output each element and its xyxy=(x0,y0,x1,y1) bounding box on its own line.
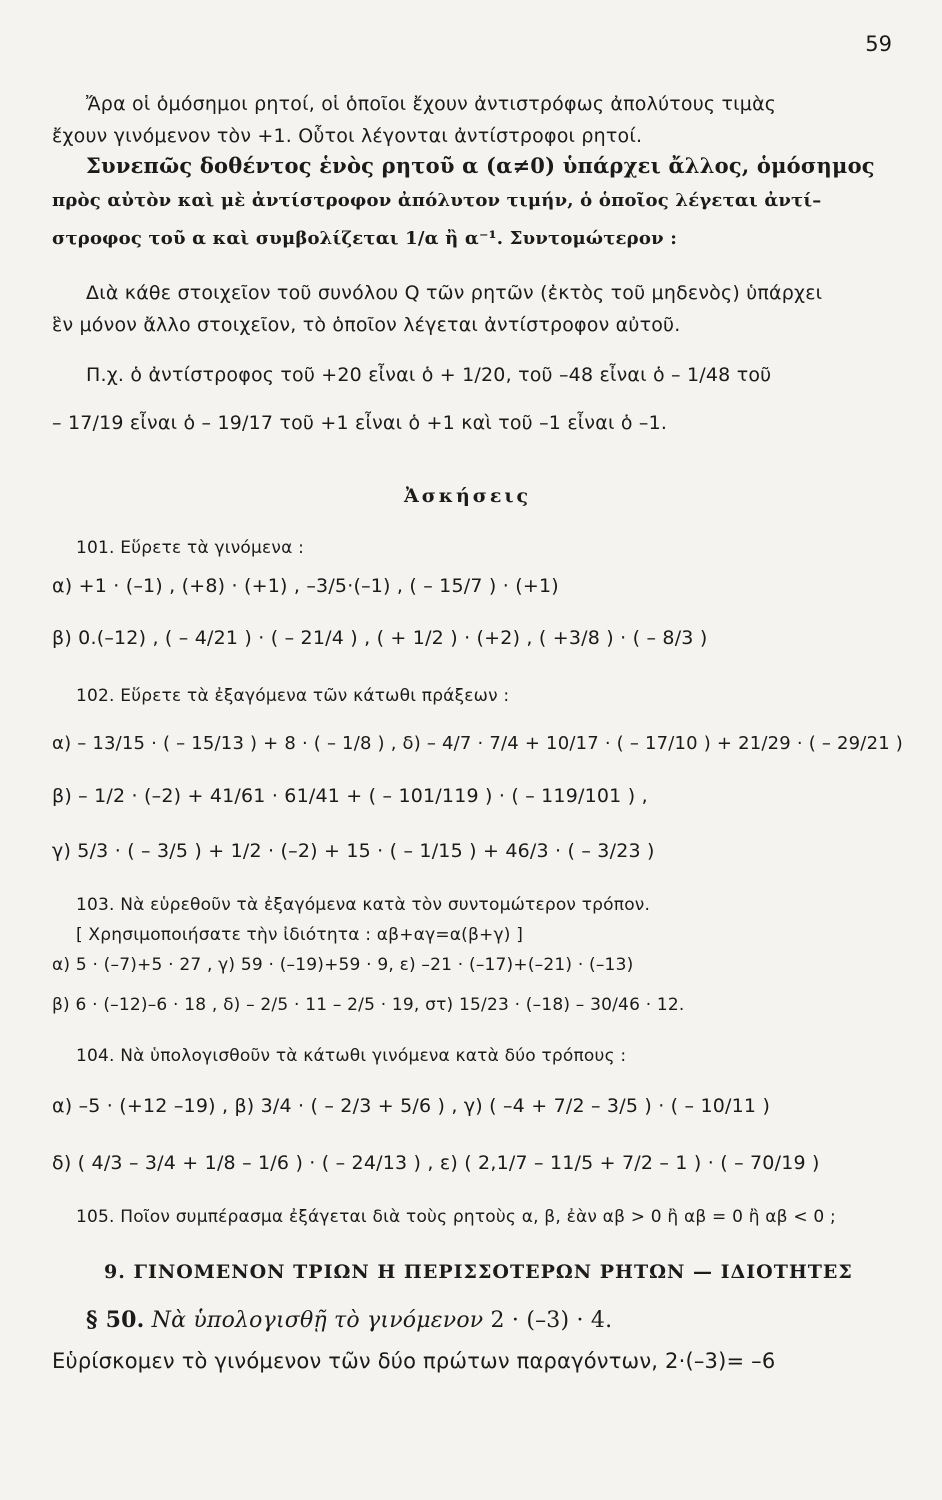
exercise-102-b: β) – 1/2 · (–2) + 41/61 · 61/41 + ( – 101/119 ) · ( – 119/101 ) , xyxy=(52,785,648,807)
exercise-105: 105. Ποῖον συμπέρασμα ἐξάγεται διὰ τοὺς ρητοὺς α, β, ἐὰν αβ > 0 ἢ αβ = 0 ἢ αβ < 0 ; xyxy=(76,1207,836,1227)
exercise-104-a: α) –5 · (+12 –19) , β) 3/4 · ( – 2/3 + 5/6 ) , γ) ( –4 + 7/2 – 3/5 ) · ( – 10/11 ) xyxy=(52,1095,771,1117)
section-title: 9. ΓΙΝΟΜΕΝΟΝ ΤΡΙΩΝ Η ΠΕΡΙΣΣΟΤΕΡΩΝ ΡΗΤΩΝ — ΙΔΙΟΤΗΤΕΣ xyxy=(104,1261,853,1283)
exercise-104-d: δ) ( 4/3 – 3/4 + 1/8 – 1/6 ) · ( – 24/13 ) , ε) ( 2,1/7 – 11/5 + 7/2 – 1 ) · ( – 70/19 ) xyxy=(52,1152,820,1174)
example-line2: – 17/19 εἶναι ὁ – 19/17 τοῦ +1 εἶναι ὁ +1 καὶ τοῦ –1 εἶναι ὁ –1. xyxy=(52,412,668,434)
exercises-heading: Ἀσκήσεις xyxy=(404,485,532,507)
exercise-103: 103. Νὰ εὑρεθοῦν τὰ ἐξαγόμενα κατὰ τὸν συντομώτερον τρόπον. xyxy=(76,895,651,915)
example-line1: Π.χ. ὁ ἀντίστροφος τοῦ +20 εἶναι ὁ + 1/20, τοῦ –48 εἶναι ὁ – 1/48 τοῦ xyxy=(86,364,772,386)
exercise-102-g: γ) 5/3 · ( – 3/5 ) + 1/2 · (–2) + 15 · ( – 1/15 ) + 46/3 · ( – 3/23 ) xyxy=(52,840,655,862)
last-line: Εὑρίσκομεν τὸ γινόμενον τῶν δύο πρώτων παραγόντων, 2·(–3)= –6 xyxy=(52,1349,776,1373)
exercise-104: 104. Νὰ ὑπολογισθοῦν τὰ κάτωθι γινόμενα κατὰ δύο τρόπους : xyxy=(76,1046,627,1066)
exercise-101-b: β) 0.(–12) , ( – 4/21 ) · ( – 21/4 ) , ( + 1/2 ) · (+2) , ( +3/8 ) · ( – 8/3 ) xyxy=(52,627,708,649)
exercise-101: 101. Εὕρετε τὰ γινόμενα : xyxy=(76,538,305,558)
section-50-line xyxy=(86,1307,612,1333)
exercise-103-b: β) 6 · (–12)–6 · 18 , δ) – 2/5 · 11 – 2/5 · 19, στ) 15/23 · (–18) – 30/46 · 12. xyxy=(52,995,685,1015)
definition-line1: Συνεπῶς δοθέντος ἑνὸς ρητοῦ α (α≠0) ὑπάρχει ἄλλος, ὁμόσημος xyxy=(86,153,875,178)
exercise-102-a: α) – 13/15 · ( – 15/13 ) + 8 · ( – 1/8 ) , δ) – 4/7 · 7/4 + 10/17 · ( – 17/10 ) + 21/29 · ( – 29/21 ) xyxy=(52,733,904,754)
exercise-101-a: α) +1 · (–1) , (+8) · (+1) , –3/5·(–1) , ( – 15/7 ) · (+1) xyxy=(52,575,559,597)
paragraph2-line2: ἓν μόνον ἄλλο στοιχεῖον, τὸ ὁποῖον λέγεται ἀντίστροφον αὐτοῦ. xyxy=(52,314,681,336)
exercise-102: 102. Εὕρετε τὰ ἐξαγόμενα τῶν κάτωθι πράξεων : xyxy=(76,686,510,706)
paragraph1-line1: Ἄρα οἱ ὁμόσημοι ρητοί, οἱ ὁποῖοι ἔχουν ἀντιστρόφως ἀπολύτους τιμὰς xyxy=(86,93,777,115)
exercise-103-hint: [ Χρησιμοποιήσατε τὴν ἰδιότητα : αβ+αγ=α(β+γ) ] xyxy=(76,925,524,945)
section-50-title: Νὰ ὑπολογισθῇ τὸ γινόμενον xyxy=(151,1308,484,1333)
definition-line2: πρὸς αὐτὸν καὶ μὲ ἀντίστροφον ἀπόλυτον τιμήν, ὁ ὁποῖος λέγεται ἀντί– xyxy=(52,190,822,211)
exercise-103-a: α) 5 · (–7)+5 · 27 , γ) 59 · (–19)+59 · 9, ε) –21 · (–17)+(–21) · (–13) xyxy=(52,955,634,975)
section-50-number: § 50. xyxy=(86,1307,145,1333)
definition-line3: στροφος τοῦ α καὶ συμβολίζεται 1/α ἢ α⁻¹. Συντομώτερον : xyxy=(52,228,678,249)
section-50-expression: 2 · (–3) · 4. xyxy=(490,1308,613,1333)
paragraph1-line2: ἔχουν γινόμενον τὸν +1. Οὗτοι λέγονται ἀντίστροφοι ρητοί. xyxy=(52,125,643,147)
paragraph2-line1: Διὰ κάθε στοιχεῖον τοῦ συνόλου Q τῶν ρητῶν (ἐκτὸς τοῦ μηδενὸς) ὑπάρχει xyxy=(86,282,823,304)
page-number: 59 xyxy=(865,32,892,56)
